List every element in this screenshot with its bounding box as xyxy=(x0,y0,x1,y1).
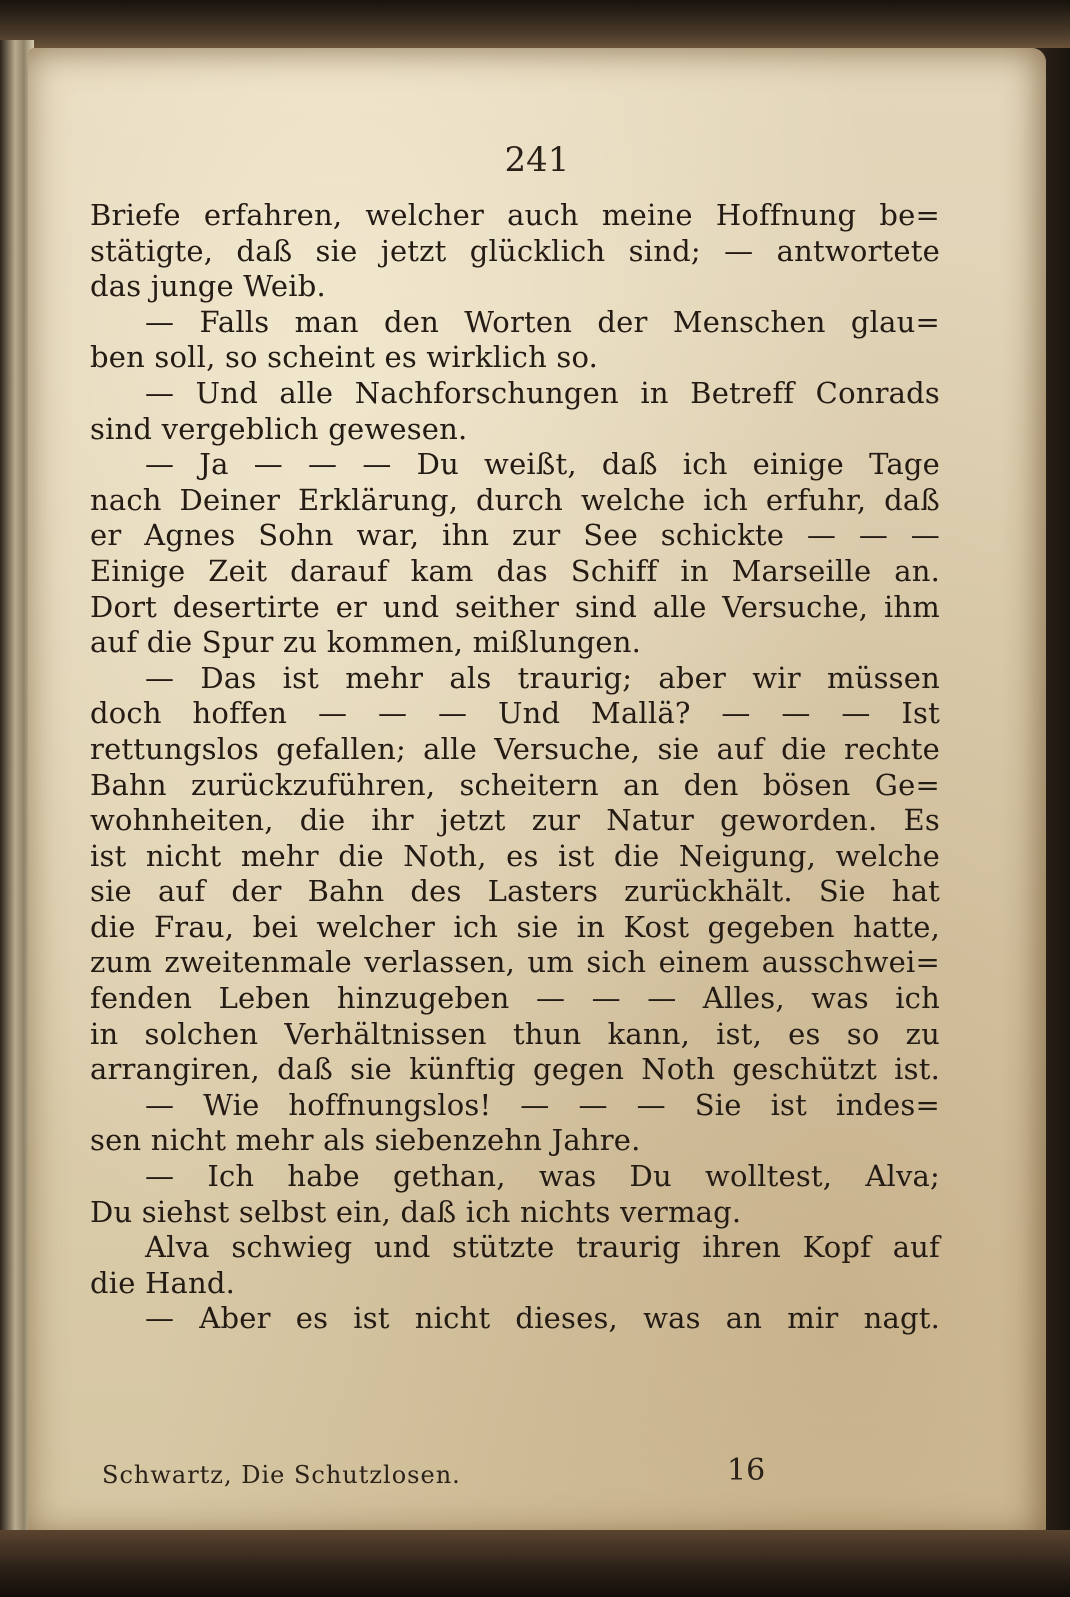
text-line: Bahn zurückzuführen, scheitern an den bösen Ge= xyxy=(90,767,940,802)
text-line: — Falls man den Worten der Menschen glau= xyxy=(145,304,940,339)
text-line: doch hoffen — — — Und Mallä? — — — Ist xyxy=(90,696,940,731)
text-line: er Agnes Sohn war, ihn zur See schickte — — — xyxy=(90,518,940,553)
text-line: ben soll, so scheint es wirklich so. xyxy=(90,340,599,375)
text-line: stätigte, daß sie jetzt glücklich sind; — antwortete xyxy=(90,233,940,268)
text-line: rettungslos gefallen; alle Versuche, sie auf die rechte xyxy=(90,731,940,766)
footer-author-title: Schwartz, Die Schutzlosen. xyxy=(102,1461,461,1489)
book-page xyxy=(28,48,1046,1538)
book-cover-top-edge xyxy=(0,0,1070,48)
text-line: zum zweitenmale verlassen, um sich einem ausschwei= xyxy=(90,945,940,980)
text-line: — Das ist mehr als traurig; aber wir müssen xyxy=(145,660,940,695)
signature-mark: 16 xyxy=(727,1453,766,1488)
text-line: die Frau, bei welcher ich sie in Kost gegeben hatte, xyxy=(90,909,940,944)
text-line: Einige Zeit darauf kam das Schiff in Marseille an. xyxy=(90,553,940,588)
text-line: sie auf der Bahn des Lasters zurückhält. Sie hat xyxy=(90,874,940,909)
text-line: fenden Leben hinzugeben — — — Alles, was ich xyxy=(90,981,940,1016)
text-line: arrangiren, daß sie künftig gegen Noth geschützt ist. xyxy=(90,1052,940,1087)
text-line: — Und alle Nachforschungen in Betreff Conrads xyxy=(145,375,940,410)
text-line: in solchen Verhältnissen thun kann, ist, es so zu xyxy=(90,1016,940,1051)
body-text xyxy=(90,198,940,1337)
text-line: — Ja — — — Du weißt, daß ich einige Tage xyxy=(145,447,940,482)
text-line: sen nicht mehr als siebenzehn Jahre. xyxy=(90,1123,641,1158)
text-line: wohnheiten, die ihr jetzt zur Natur geworden. Es xyxy=(90,803,940,838)
text-line: Du siehst selbst ein, daß ich nichts vermag. xyxy=(90,1194,742,1229)
page-number: 241 xyxy=(504,140,570,180)
text-line: — Wie hoffnungslos! — — — Sie ist indes= xyxy=(145,1087,940,1122)
text-line: ist nicht mehr die Noth, es ist die Neigung, welche xyxy=(90,838,940,873)
text-line: sind vergeblich gewesen. xyxy=(90,411,468,446)
text-line: nach Deiner Erklärung, durch welche ich erfuhr, daß xyxy=(90,482,940,517)
text-line: Dort desertirte er und seither sind alle Versuche, ihm xyxy=(90,589,940,624)
text-line: das junge Weib. xyxy=(90,269,326,304)
text-line: Alva schwieg und stützte traurig ihren Kopf auf xyxy=(145,1230,940,1265)
text-line: auf die Spur zu kommen, mißlungen. xyxy=(90,625,642,660)
text-line: — Ich habe gethan, was Du wolltest, Alva; xyxy=(145,1159,940,1194)
text-line: Briefe erfahren, welcher auch meine Hoffnung be= xyxy=(90,198,940,232)
book-cover-bottom-edge xyxy=(0,1530,1070,1597)
text-line: die Hand. xyxy=(90,1265,236,1300)
text-line: — Aber es ist nicht dieses, was an mir nagt. xyxy=(145,1301,940,1336)
